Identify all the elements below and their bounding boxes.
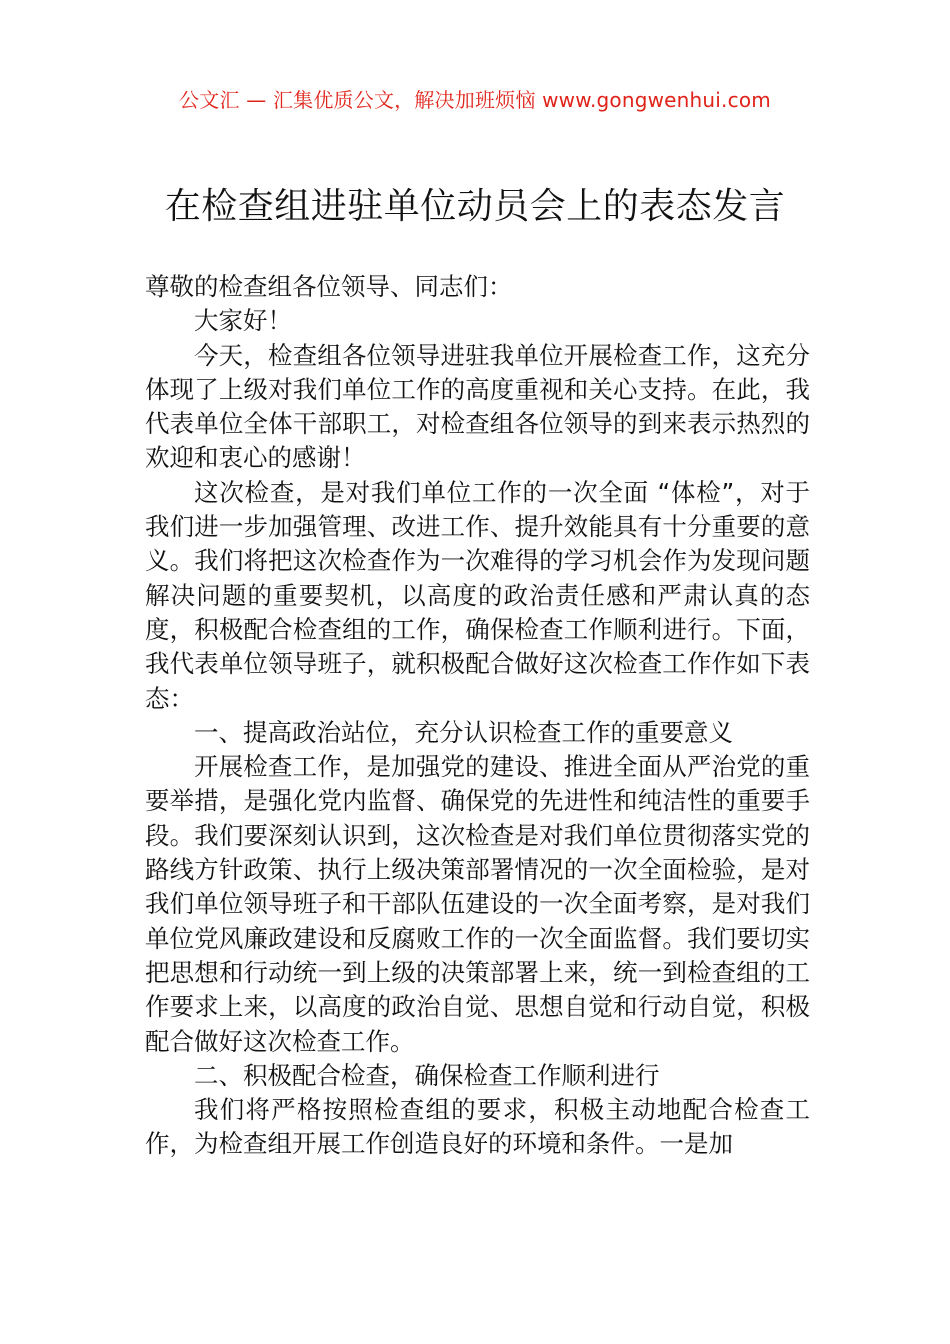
paragraph-section-1: 开展检查工作，是加强党的建设、推进全面从严治党的重要举措，是强化党内监督、确保党的先进性和纯洁性的重要手段。我们要深刻认识到，这次检查是对我们单位贯彻落实党的路线方针政策、执行上级决策部署情况的一次全面检验，是对我们单位领导班子和干部队伍建设的一次全面考察，是对我们单位党风廉政建设和反腐败工作的一次全面监督。我们要切实把思想和行动统一到上级的决策部署上来，统一到检查组的工作要求上来，以高度的政治自觉、思想自觉和行动自觉，积极配合做好这次检查工作。 — [145, 752, 810, 1056]
paragraph-intro: 今天，检查组各位领导进驻我单位开展检查工作，这充分体现了上级对我们单位工作的高度重视和关心支持。在此，我代表单位全体干部职工，对检查组各位领导的到来表示热烈的欢迎和衷心的感谢！ — [145, 340, 810, 473]
watermark-header: 公文汇 — 汇集优质公文，解决加班烦恼 www.gongwenhui.com — [179, 88, 771, 112]
section-heading-1: 一、提高政治站位，充分认识检查工作的重要意义 — [194, 717, 733, 747]
paragraph-section-2: 我们将严格按照检查组的要求，积极主动地配合检查工作，为检查组开展工作创造良好的环境和条件。一是加 — [145, 1095, 810, 1159]
greeting: 大家好！ — [194, 306, 292, 336]
document-title: 在检查组进驻单位动员会上的表态发言 — [164, 186, 786, 227]
paragraph-significance: 这次检查，是对我们单位工作的一次全面 “体检”，对于我们进一步加强管理、改进工作、提升效能具有十分重要的意义。我们将把这次检查作为一次难得的学习机会作为发现问题解决问题的重要契机，以高度的政治责任感和严肃认真的态度，积极配合检查组的工作，确保检查工作顺利进行。下面，我代表单位领导班子，就积极配合做好这次检查工作作如下表态： — [145, 477, 810, 713]
section-heading-2: 二、积极配合检查，确保检查工作顺利进行 — [194, 1060, 660, 1090]
document-body — [145, 270, 810, 1162]
salutation: 尊敬的检查组各位领导、同志们： — [145, 272, 513, 301]
